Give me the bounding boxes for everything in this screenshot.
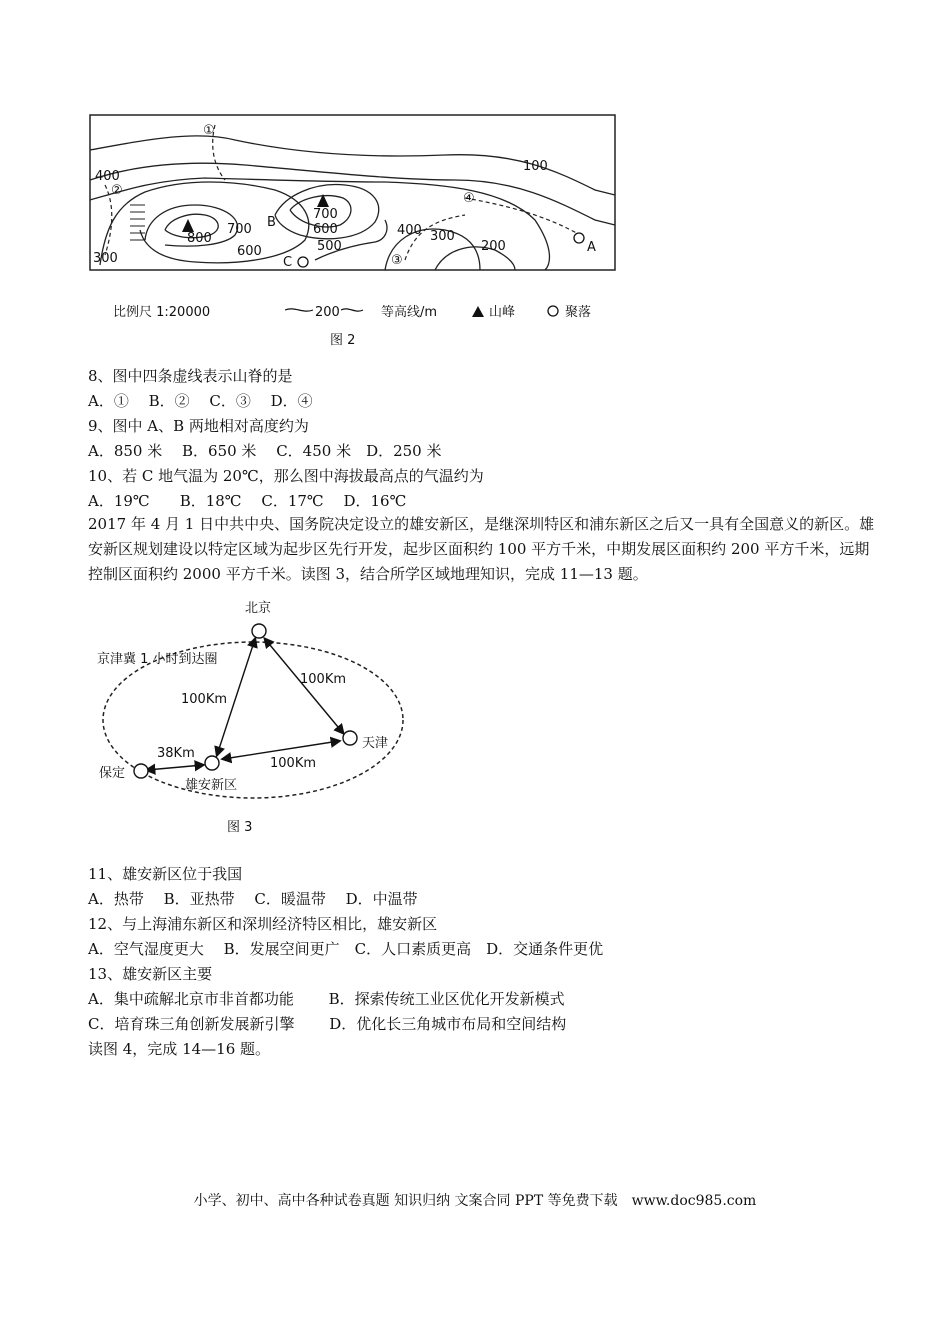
question-8-options: A．① B．② C．③ D．④ xyxy=(88,392,313,410)
contour-lines xyxy=(90,136,615,270)
question-10-options: A．19℃ B．18℃ C．17℃ D．16℃ xyxy=(88,492,407,510)
question-13-options-cd: C．培育珠三角创新发展新引擎 D．优化长三角城市布局和空间结构 xyxy=(88,1015,567,1033)
hachure-ticks xyxy=(130,205,145,240)
contour-label: 400 xyxy=(95,169,120,184)
question-13-options-ab: A．集中疏解北京市非首都功能 B．探索传统工业区优化开发新模式 xyxy=(88,990,565,1008)
marker-1: ① xyxy=(203,123,215,138)
label-distance-bd-xa: 38Km xyxy=(157,746,195,761)
legend-contour-value: 200 xyxy=(315,305,340,320)
city-icon xyxy=(343,731,357,745)
label-tianjin: 天津 xyxy=(362,736,389,751)
figure-3-caption: 图 3 xyxy=(227,820,253,835)
question-11-options: A．热带 B．亚热带 C．暖温带 D．中温带 xyxy=(88,890,418,908)
figure-3-diagram xyxy=(95,595,405,840)
settlement-icon xyxy=(548,306,558,316)
label-baoding: 保定 xyxy=(99,766,126,781)
contour-label: 300 xyxy=(430,229,455,244)
marker-4: ④ xyxy=(463,191,475,206)
question-8-stem: 8、图中四条虚线表示山脊的是 xyxy=(88,367,293,385)
label-one-hour-circle: 京津冀 1 小时到达圈 xyxy=(97,652,218,667)
map-legend xyxy=(113,304,591,348)
label-distance-xa-tj: 100Km xyxy=(270,756,317,771)
dashed-lines xyxy=(105,125,580,260)
settlement-icon xyxy=(298,257,308,267)
question-12-options: A．空气湿度更大 B．发展空间更广 C．人口素质更高 D．交通条件更优 xyxy=(88,940,604,958)
passage-xiongan: 2017 年 4 月 1 日中共中央、国务院决定设立的雄安新区，是继深圳特区和浦东新区之后又一具有全国意义的新区。雄安新区规划建设以特定区域为起步区先行开发，起步区面积约 100 平方千米，中期发展区面积约 200 平方千米，远期控制区面积约 2000 平方千米。读图 3，结合所学区域地理知识，完成 11—13 题。 xyxy=(88,515,875,583)
settlement-icon xyxy=(574,233,584,243)
marker-2: ② xyxy=(111,183,123,198)
legend-contour-text: 等高线/m xyxy=(381,305,438,320)
contour-label: 400 xyxy=(397,223,422,238)
contour-label: 700 xyxy=(313,207,338,222)
contour-label: 600 xyxy=(313,222,338,237)
marker-3: ③ xyxy=(391,253,403,268)
lead-next-questions: 读图 4，完成 14—16 题。 xyxy=(88,1040,271,1058)
point-label-a: A xyxy=(587,240,596,255)
contour-label: 800 xyxy=(187,231,212,246)
arrow-baoding-xiongan xyxy=(147,765,203,770)
label-xiongan: 雄安新区 xyxy=(185,778,238,793)
figure-2-contour-map xyxy=(85,110,630,355)
question-13-stem: 13、雄安新区主要 xyxy=(88,965,213,983)
contour-label: 200 xyxy=(481,239,506,254)
question-10-stem: 10、若 C 地气温为 20℃，那么图中海拔最高点的气温约为 xyxy=(88,467,484,485)
question-9-stem: 9、图中 A、B 两地相对高度约为 xyxy=(88,417,309,435)
legend-settlement-text: 聚落 xyxy=(565,305,592,320)
city-icon xyxy=(205,756,219,770)
label-beijing: 北京 xyxy=(245,601,272,616)
legend-peak-text: 山峰 xyxy=(489,305,516,320)
question-11-stem: 11、雄安新区位于我国 xyxy=(88,865,243,883)
point-label-b: B xyxy=(267,215,276,230)
question-9-options: A．850 米 B．650 米 C．450 米 D．250 米 xyxy=(88,442,442,460)
question-12-stem: 12、与上海浦东新区和深圳经济特区相比，雄安新区 xyxy=(88,915,438,933)
figure-2-caption: 图 2 xyxy=(330,333,356,348)
contour-label: 100 xyxy=(523,159,548,174)
contour-label: 300 xyxy=(93,251,118,266)
point-label-c: C xyxy=(283,255,293,270)
legend-scale: 比例尺 1:20000 xyxy=(113,305,211,320)
city-icon xyxy=(252,624,266,638)
contour-label: 600 xyxy=(237,244,262,259)
contour-label: 500 xyxy=(317,239,342,254)
peak-icon xyxy=(472,306,484,317)
city-icon xyxy=(134,764,148,778)
page-footer: 小学、初中、高中各种试卷真题 知识归纳 文案合同 PPT 等免费下载 www.doc985.com xyxy=(193,1193,757,1209)
label-distance-bj-tj: 100Km xyxy=(300,672,347,687)
label-distance-bj-xa: 100Km xyxy=(181,692,228,707)
contour-label: 700 xyxy=(227,222,252,237)
